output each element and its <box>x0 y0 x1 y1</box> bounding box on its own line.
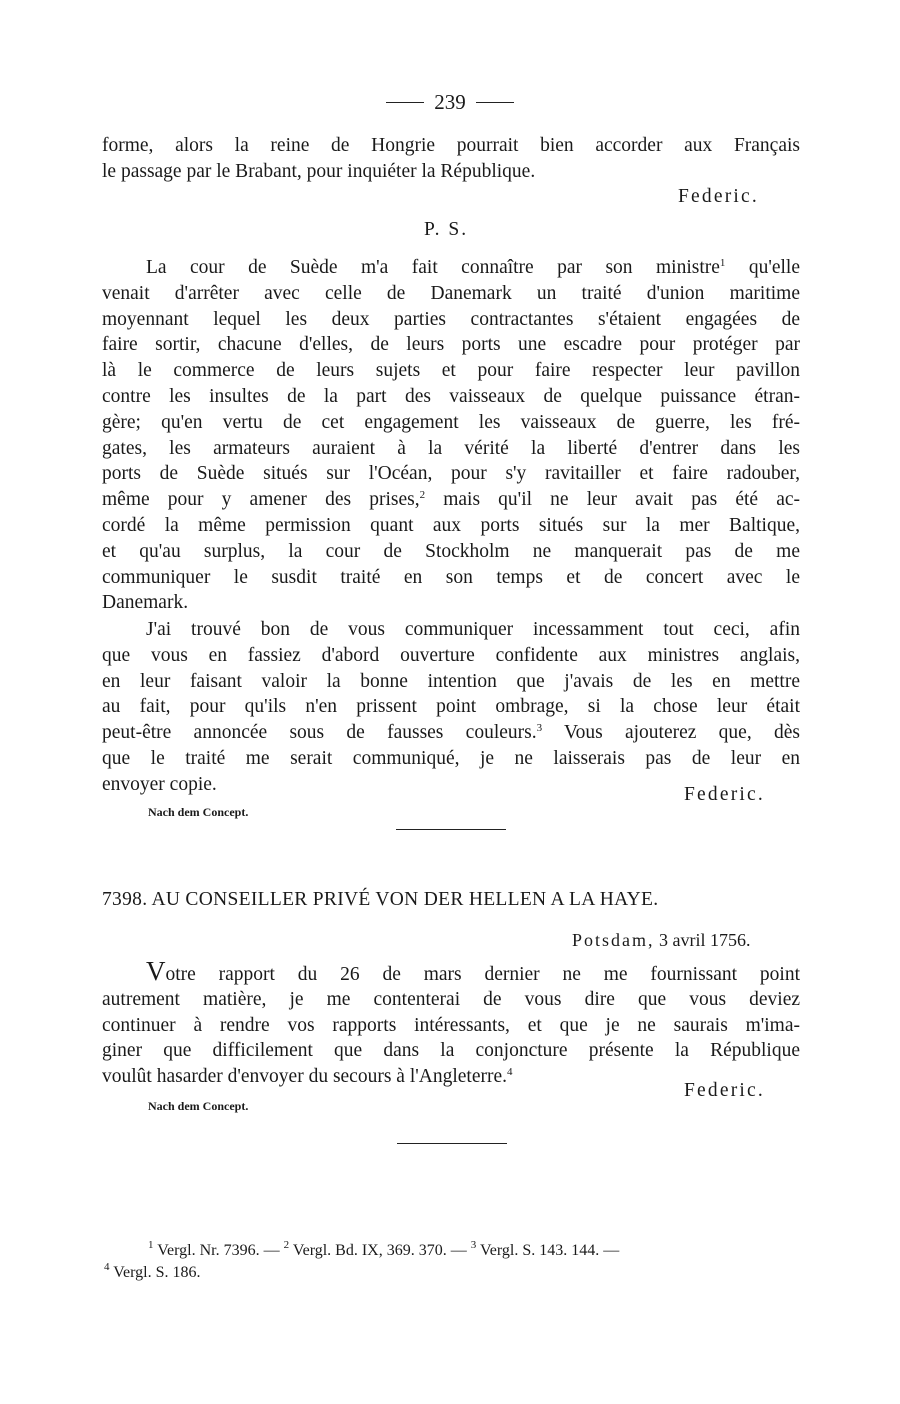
line-text: même pour y amener des prises, <box>102 489 420 511</box>
footnote-mark: 4 <box>104 1261 110 1273</box>
text-line: gère; qu'en vertu de cet engagement les vaisseaux de guerre, les fré- <box>102 411 800 433</box>
footnote-line <box>104 1262 619 1284</box>
signature: Federic. <box>684 1080 765 1101</box>
letter-body <box>102 956 800 1090</box>
text-line <box>102 720 800 746</box>
postscript-heading: P. S. <box>424 219 469 240</box>
footnote-ref: 4 <box>507 1066 513 1079</box>
dateline-date: 3 avril 1756. <box>659 930 751 950</box>
line-text: qu'elle <box>748 257 800 278</box>
text-line: envoyer copie. <box>102 773 217 795</box>
text-line: là le commerce de leurs sujets et pour faire respecter leur pavillon <box>102 360 800 382</box>
previous-letter-ending <box>102 133 800 185</box>
footnotes <box>104 1239 620 1284</box>
dateline-place: Potsdam, <box>572 930 655 950</box>
text-line: cordé la même permission quant aux ports situés sur la mer Baltique, <box>102 514 800 536</box>
text-line: ports de Suède situés sur l'Océan, pour s'y ravitailler et faire radouber, <box>102 463 800 485</box>
letter-title: AU CONSEILLER PRIVÉ VON DER HELLEN A LA HAYE. <box>151 889 659 910</box>
postscript-paragraph-1 <box>102 255 800 616</box>
text-line: que vous en fassiez d'abord ouverture confidente aux ministres anglais, <box>102 644 800 666</box>
text-line: Danemark. <box>102 592 189 614</box>
line-text: Vous ajouterez que, dès <box>564 722 800 744</box>
header-dash-right <box>476 102 514 103</box>
footnote-ref: 2 <box>419 489 426 502</box>
text-line: moyennant lequel les deux parties contractantes s'étaient engagées de <box>102 308 800 330</box>
footnote-text: Vergl. S. 186. <box>113 1264 201 1281</box>
initial-letter: V <box>146 956 166 986</box>
text-line: faire sortir, chacune d'elles, de leurs ports une escadre pour protéger par <box>102 334 800 356</box>
text-line <box>102 487 800 513</box>
line-text: La cour de Suède m'a fait connaître par son ministre <box>146 257 720 278</box>
line-text: voulût hasarder d'envoyer du secours à l'Angleterre. <box>102 1066 508 1088</box>
text-line: venait d'arrêter avec celle de Danemark un traité d'union maritime <box>102 282 800 304</box>
line-text: otre rapport du 26 de mars dernier ne me fournissant point <box>165 964 800 985</box>
text-line: et qu'au surplus, la cour de Stockholm ne manquerait pas de me <box>102 540 800 562</box>
footnote-text: Vergl. S. 143. 144. — <box>479 1242 620 1259</box>
section-divider <box>396 829 506 830</box>
text-line: forme, alors la reine de Hongrie pourrait bien accorder aux Français <box>102 135 800 156</box>
section-divider <box>397 1143 507 1144</box>
text-line: en leur faisant valoir la bonne intention que j'avais de les en mettre <box>102 670 800 692</box>
text-line: contre les insultes de la part des vaisseaux de quelque puissance étran- <box>102 385 800 407</box>
text-line <box>102 956 800 987</box>
footnote-ref: 1 <box>719 257 726 269</box>
page-number: 239 <box>434 89 466 114</box>
text-line <box>102 255 800 281</box>
text-line: au fait, pour qu'ils n'en prissent point ombrage, si la chose leur était <box>102 696 800 718</box>
text-line: J'ai trouvé bon de vous communiquer incessamment tout ceci, afin <box>146 619 800 640</box>
footnote-mark: 2 <box>283 1239 290 1251</box>
footnote-text: Vergl. Bd. IX, 369. 370. — <box>292 1242 467 1259</box>
footnote-ref: 3 <box>536 722 543 735</box>
footnote-line <box>148 1240 619 1262</box>
line-text: peut-être annoncée sous de fausses couleurs. <box>102 722 537 744</box>
text-line: le passage par le Brabant, pour inquiéter la République. <box>102 160 536 182</box>
signature: Federic. <box>678 186 759 207</box>
text-line: gates, les armateurs auraient à la vérité la liberté d'entrer dans les <box>102 437 800 459</box>
text-line: communiquer le susdit traité en son temps et de concert avec le <box>102 566 800 588</box>
page-header <box>370 88 530 116</box>
header-dash-left <box>386 102 424 103</box>
dateline <box>572 930 751 951</box>
text-line: autrement matière, je me contenterai de vous dire que vous deviez <box>102 988 800 1010</box>
signature: Federic. <box>684 784 765 805</box>
postscript-paragraph-2 <box>102 617 800 798</box>
text-line: continuer à rendre vos rapports intéressants, et que je ne saurais m'ima- <box>102 1014 800 1036</box>
source-note: Nach dem Concept. <box>148 805 249 819</box>
letter-heading <box>102 889 658 911</box>
letter-number: 7398. <box>102 889 148 910</box>
footnote-mark: 1 <box>148 1239 154 1251</box>
line-text: mais qu'il ne leur avait pas été ac- <box>443 489 800 511</box>
text-line: giner que difficilement que dans la conjoncture présente la République <box>102 1040 800 1062</box>
footnote-text: Vergl. Nr. 7396. — <box>157 1242 280 1259</box>
text-line: que le traité me serait communiqué, je ne laisserais pas de leur en <box>102 747 800 769</box>
source-note: Nach dem Concept. <box>148 1099 249 1113</box>
footnote-mark: 3 <box>470 1239 477 1251</box>
